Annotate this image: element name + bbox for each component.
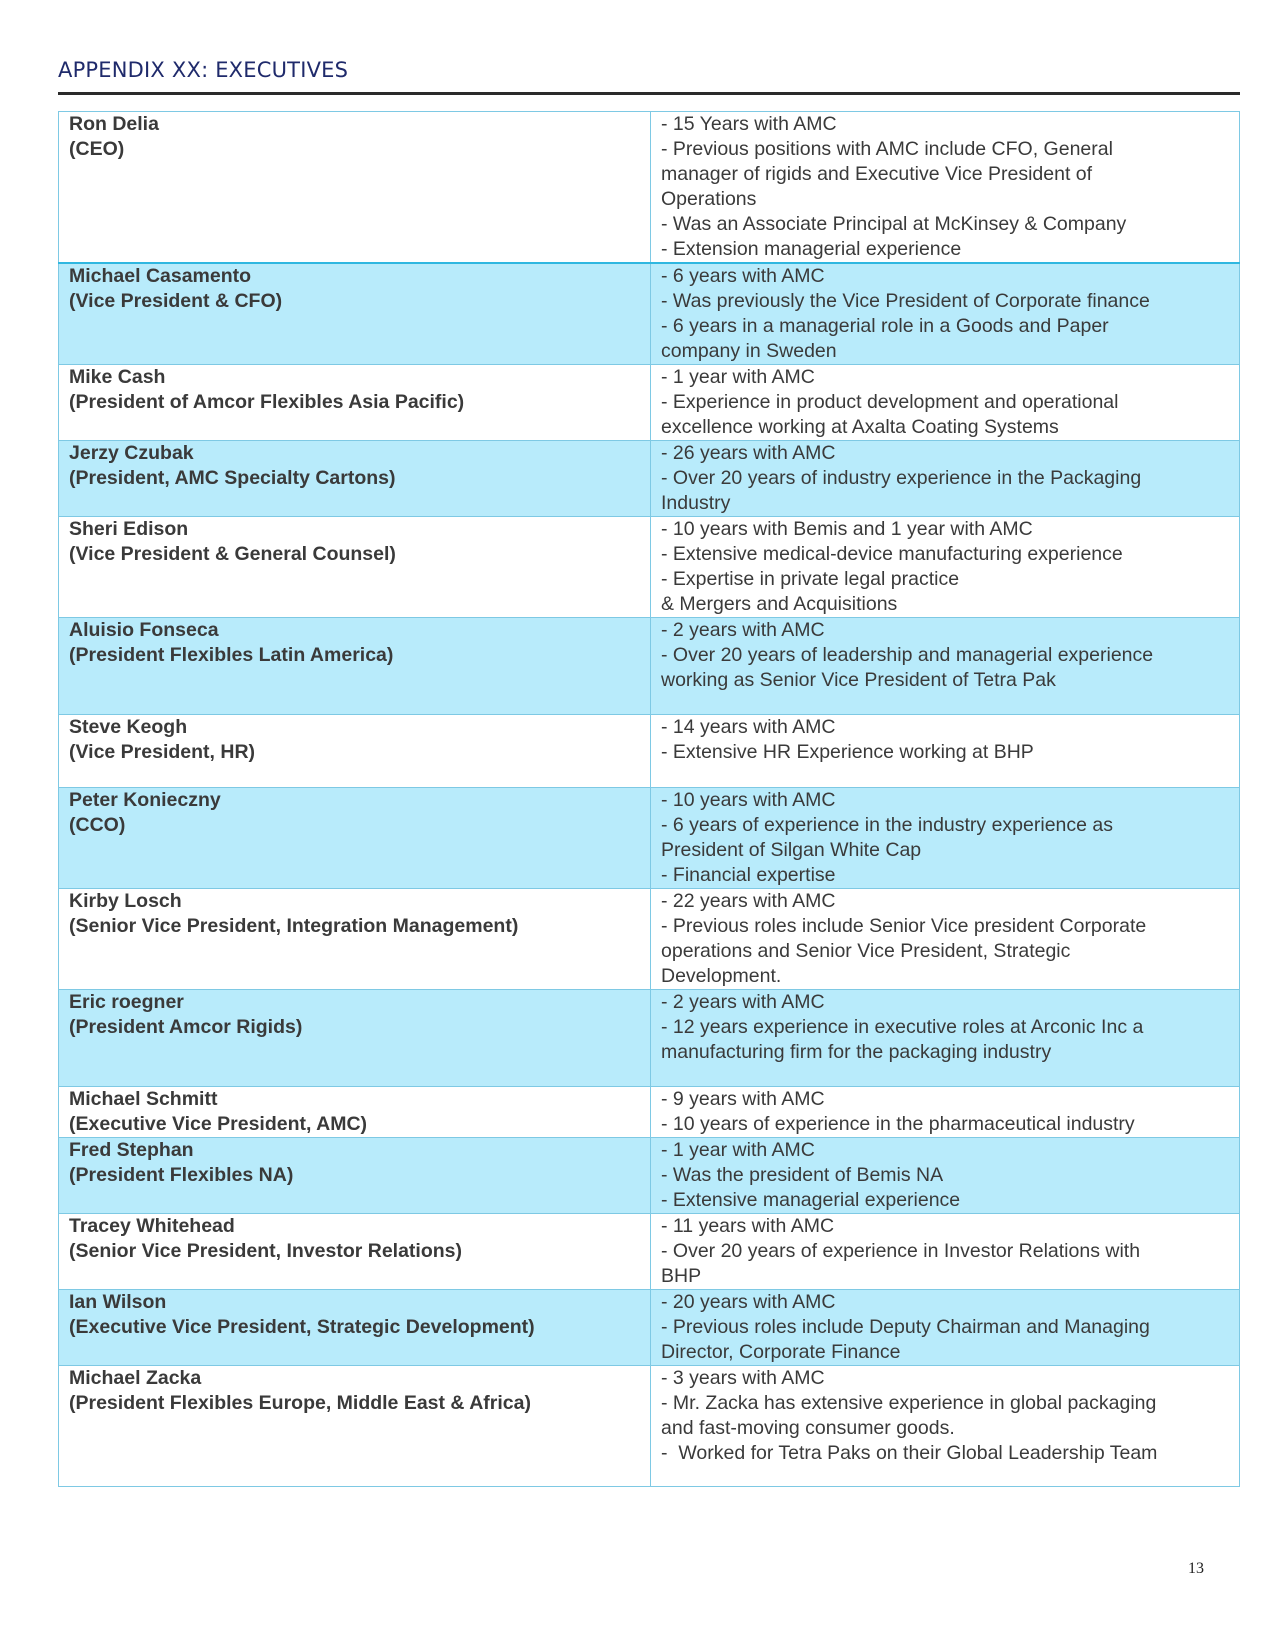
executive-row (59, 1214, 1240, 1290)
executive-name: Peter Konieczny (69, 789, 221, 811)
executive-detail-line: - 2 years with AMC (661, 619, 825, 641)
executive-row (59, 112, 1240, 264)
executive-row (59, 715, 1240, 788)
executive-name: Michael Schmitt (69, 1088, 218, 1110)
executive-details-cell (651, 788, 1240, 889)
executive-name: Ron Delia (69, 113, 159, 135)
executive-name-cell (59, 1138, 651, 1214)
executive-detail-line: - Previous roles include Senior Vice president Corporate (661, 915, 1147, 937)
executive-title: (Vice President & General Counsel) (69, 543, 396, 565)
executive-title: (Senior Vice President, Integration Management) (69, 915, 519, 937)
executive-detail-line: - 6 years of experience in the industry experience as (661, 814, 1113, 836)
executive-name: Mike Cash (69, 366, 166, 388)
executive-details-cell (651, 1366, 1240, 1487)
executive-name: Michael Casamento (69, 265, 252, 287)
executive-detail-line: manufacturing firm for the packaging industry (661, 1041, 1052, 1063)
executive-detail-line: - Over 20 years of leadership and managerial experience (661, 644, 1154, 666)
executive-name-cell (59, 889, 651, 990)
executive-name-cell (59, 1087, 651, 1138)
executive-detail-line: and fast-moving consumer goods. (661, 1417, 955, 1439)
executive-detail-line: BHP (661, 1265, 702, 1287)
executive-name-cell (59, 441, 651, 517)
executive-name-cell (59, 365, 651, 441)
executive-detail-line: - 10 years of experience in the pharmaceutical industry (661, 1113, 1135, 1135)
executive-title: (President, AMC Specialty Cartons) (69, 467, 396, 489)
executive-title: (President Flexibles Europe, Middle East & Africa) (69, 1392, 531, 1414)
executive-name-cell (59, 112, 651, 264)
executive-name: Michael Zacka (69, 1367, 202, 1389)
executive-name-cell (59, 618, 651, 715)
executive-detail-line: - 10 years with AMC (661, 789, 836, 811)
executive-detail-line: - Extensive HR Experience working at BHP (661, 741, 1034, 763)
executive-name: Fred Stephan (69, 1139, 194, 1161)
executive-detail-line: - Worked for Tetra Paks on their Global Leadership Team (661, 1442, 1158, 1464)
executive-row (59, 618, 1240, 715)
executive-detail-line: - 3 years with AMC (661, 1367, 825, 1389)
executive-detail-line: - 12 years experience in executive roles at Arconic Inc a (661, 1016, 1144, 1038)
executive-detail-line: - Extensive medical-device manufacturing experience (661, 543, 1123, 565)
page-heading: APPENDIX XX: EXECUTIVES (58, 58, 349, 82)
executive-title: (CCO) (69, 814, 126, 836)
executive-detail-line: - 22 years with AMC (661, 890, 836, 912)
executive-detail-line: Development. (661, 965, 782, 987)
executive-detail-line: - 1 year with AMC (661, 1139, 815, 1161)
executive-row (59, 1290, 1240, 1366)
executive-name-cell (59, 1366, 651, 1487)
executive-name: Tracey Whitehead (69, 1215, 235, 1237)
executive-row (59, 1138, 1240, 1214)
executive-detail-line: manager of rigids and Executive Vice President of (661, 163, 1093, 185)
executive-name: Aluisio Fonseca (69, 619, 219, 641)
heading-rule (58, 92, 1240, 95)
executive-name: Sheri Edison (69, 518, 189, 540)
executive-row (59, 1087, 1240, 1138)
executive-detail-line: - 26 years with AMC (661, 442, 836, 464)
executive-details-cell (651, 365, 1240, 441)
executive-detail-line: President of Silgan White Cap (661, 839, 922, 861)
executive-detail-line: company in Sweden (661, 340, 837, 362)
executive-name-cell (59, 715, 651, 788)
executive-detail-line: - 11 years with AMC (661, 1215, 835, 1237)
executive-row (59, 263, 1240, 365)
executive-name-cell (59, 1214, 651, 1290)
executive-name-cell (59, 990, 651, 1087)
executive-detail-line: - Previous positions with AMC include CFO, General (661, 138, 1113, 160)
executive-detail-line: - 15 Years with AMC (661, 113, 837, 135)
executive-details-cell (651, 1087, 1240, 1138)
executive-details-cell (651, 715, 1240, 788)
executive-detail-line: Operations (661, 188, 757, 210)
executive-details-cell (651, 1290, 1240, 1366)
executive-detail-line: - Previous roles include Deputy Chairman and Managing (661, 1316, 1150, 1338)
executives-table-body (59, 112, 1240, 1487)
executive-title: (President Amcor Rigids) (69, 1016, 303, 1038)
executive-name: Jerzy Czubak (69, 442, 194, 464)
executive-title: (Executive Vice President, Strategic Development) (69, 1316, 535, 1338)
executive-details-cell (651, 112, 1240, 264)
executive-row (59, 365, 1240, 441)
executive-details-cell (651, 990, 1240, 1087)
executive-detail-line: - 2 years with AMC (661, 991, 825, 1013)
executive-details-cell (651, 441, 1240, 517)
executive-detail-line: Director, Corporate Finance (661, 1341, 901, 1363)
executive-detail-line: excellence working at Axalta Coating Systems (661, 416, 1059, 438)
executive-details-cell (651, 889, 1240, 990)
executive-row (59, 889, 1240, 990)
executive-details-cell (651, 1138, 1240, 1214)
executive-title: (President of Amcor Flexibles Asia Pacific) (69, 391, 465, 413)
executive-detail-line: - Over 20 years of industry experience in the Packaging (661, 467, 1142, 489)
executive-title: (CEO) (69, 138, 125, 160)
executive-detail-line: Industry (661, 492, 731, 514)
executive-row (59, 441, 1240, 517)
executive-row (59, 1366, 1240, 1487)
executive-detail-line: - 10 years with Bemis and 1 year with AMC (661, 518, 1033, 540)
executive-detail-line: - Extension managerial experience (661, 238, 962, 260)
executive-name: Kirby Losch (69, 890, 182, 912)
executive-name-cell (59, 788, 651, 889)
executive-detail-line: - Experience in product development and operational (661, 391, 1119, 413)
executive-detail-line: - Extensive managerial experience (661, 1189, 961, 1211)
executive-detail-line: - 6 years with AMC (661, 265, 825, 287)
executive-title: (Vice President & CFO) (69, 290, 283, 312)
executive-row (59, 990, 1240, 1087)
executive-name-cell (59, 263, 651, 365)
executive-detail-line: - 1 year with AMC (661, 366, 815, 388)
executive-title: (President Flexibles Latin America) (69, 644, 394, 666)
executive-title: (Vice President, HR) (69, 741, 256, 763)
executive-details-cell (651, 1214, 1240, 1290)
executive-detail-line: - Was previously the Vice President of Corporate finance (661, 290, 1150, 312)
executive-title: (President Flexibles NA) (69, 1164, 294, 1186)
executive-detail-line: - Was the president of Bemis NA (661, 1164, 944, 1186)
executive-details-cell (651, 517, 1240, 618)
executive-detail-line: - Over 20 years of experience in Investor Relations with (661, 1240, 1141, 1262)
executive-detail-line: - Financial expertise (661, 864, 836, 886)
executive-name: Ian Wilson (69, 1291, 167, 1313)
executive-detail-line: - Was an Associate Principal at McKinsey & Company (661, 213, 1127, 235)
executives-table (58, 111, 1240, 1487)
executive-detail-line: - 20 years with AMC (661, 1291, 836, 1313)
executive-detail-line: - 9 years with AMC (661, 1088, 825, 1110)
executive-detail-line: - 14 years with AMC (661, 716, 836, 738)
executive-name-cell (59, 517, 651, 618)
executive-detail-line: operations and Senior Vice President, Strategic (661, 940, 1071, 962)
executive-detail-line: & Mergers and Acquisitions (661, 593, 898, 615)
executive-row (59, 788, 1240, 889)
executive-details-cell (651, 618, 1240, 715)
executive-detail-line: working as Senior Vice President of Tetra Pak (661, 669, 1056, 691)
executive-row (59, 517, 1240, 618)
executive-title: (Executive Vice President, AMC) (69, 1113, 368, 1135)
executive-name: Steve Keogh (69, 716, 188, 738)
executive-detail-line: - 6 years in a managerial role in a Goods and Paper (661, 315, 1109, 337)
executive-detail-line: - Expertise in private legal practice (661, 568, 960, 590)
executive-title: (Senior Vice President, Investor Relations) (69, 1240, 463, 1262)
page-number: 13 (1188, 1560, 1204, 1577)
executive-detail-line: - Mr. Zacka has extensive experience in global packaging (661, 1392, 1157, 1414)
executive-details-cell (651, 263, 1240, 365)
executive-name-cell (59, 1290, 651, 1366)
executive-name: Eric roegner (69, 991, 184, 1013)
